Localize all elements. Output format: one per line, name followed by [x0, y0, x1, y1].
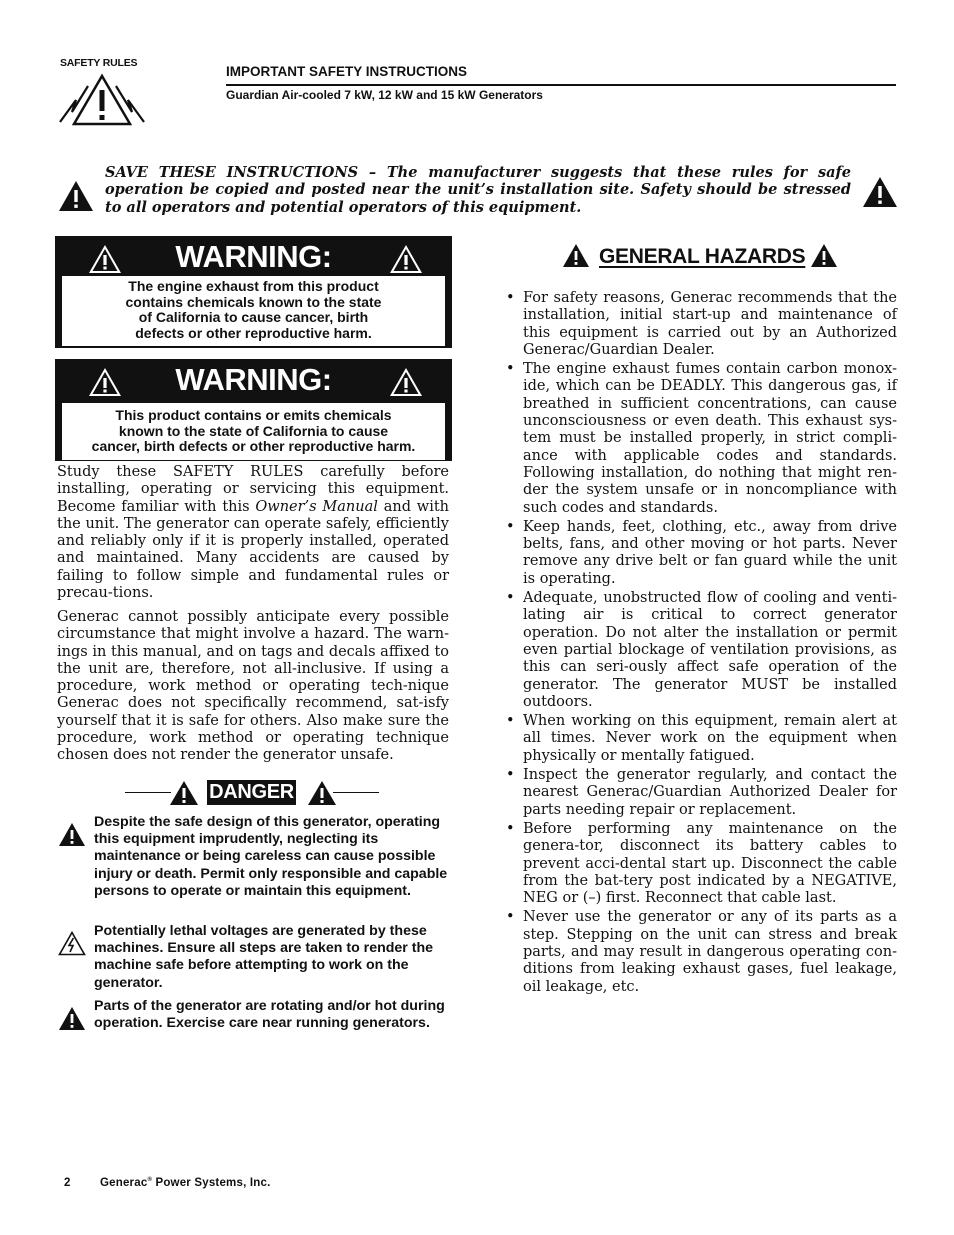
danger-text: Despite the safe design of this generator, operating this equipment imprudently, neglecting its maintenance or being careless can cause possible injury or death. Permit only responsible and capable persons to operate or maintain this equipment.: [94, 814, 448, 899]
danger-text: Potentially lethal voltages are generated by these machines. Ensure all steps are taken to render the machine safe before attempting to work on the generator.: [94, 923, 434, 991]
list-item: [506, 590, 897, 711]
divider: [333, 792, 379, 793]
intro-paragraph: Generac cannot possibly anticipate every possible circumstance that might involve a hazard. The warn-ings in this manual, and on tags and decals affixed to the unit are, therefore, not all-inclusive. If using a procedure, work method or operating tech-nique Generac does not specifically recommend, sat-isfy yourself that it is safe for others. Also make sure the procedure, work method or operating technique chosen does not render the generator unsafe.: [57, 609, 449, 764]
list-item: [506, 519, 897, 588]
lightning-warning-icon: [58, 70, 146, 128]
general-hazards-list: [506, 290, 897, 998]
list-item: [506, 713, 897, 765]
warning-header: [62, 239, 445, 276]
header-title: IMPORTANT SAFETY INSTRUCTIONS: [226, 64, 468, 79]
bullet: •: [506, 518, 515, 535]
bullet: •: [506, 590, 515, 607]
hazard-text: The engine exhaust fumes contain carbon monox-ide, which can be DEADLY. This dangerous gas, if breathed in sufficient concentrations, can cause unconsciousness or even death. This exhaust sys-tem must be installed properly, in strict compli-ance with applicable codes and standards. Following installation, do nothing that might ren-der the system unsafe or in noncompliance with such codes and standards.: [523, 361, 897, 516]
list-item: [506, 821, 897, 907]
bullet: •: [506, 290, 515, 306]
intro-paragraph: [57, 464, 449, 602]
intro-text: Study these SAFETY RULES carefully before installing, operating or servicing this equipment. Become familiar with this: [57, 464, 449, 515]
warning-triangle-icon: [810, 243, 838, 268]
warning-line: known to the state of California to cause: [118, 422, 389, 439]
warning-body: [62, 403, 445, 460]
warning-triangle-icon: [307, 780, 337, 806]
divider: [125, 792, 171, 793]
danger-text: Parts of the generator are rotating and/or hot during operation. Exercise care near running generators.: [94, 998, 445, 1032]
warning-triangle-icon: [862, 176, 898, 208]
list-item: [506, 290, 897, 359]
header-rule: [226, 84, 896, 86]
warning-box: [55, 359, 452, 461]
general-hazards-heading: [562, 243, 842, 273]
bullet: •: [506, 909, 515, 926]
hazard-text: When working on this equipment, remain alert at all times. Never work on the equipment when physically or mentally fatigued.: [523, 713, 897, 764]
warning-triangle-icon: [389, 367, 423, 397]
intro-text: and with the unit. The generator can operate safely, efficiently and reliably only if it is properly installed, operated and maintained. Many accidents are caused by failing to follow simple and fundamental rules or precau-tions.: [57, 498, 450, 602]
header-subtitle: Guardian Air-cooled 7 kW, 12 kW and 15 kW Generators: [226, 88, 543, 102]
warning-triangle-icon: [389, 244, 423, 274]
bullet: •: [506, 820, 515, 837]
hazard-text: Adequate, unobstructed flow of cooling and venti-lating air is critical to correct generator operation. Do not alter the installation or permit even partial blockage of ventilation provisions, as this can seri-ously affect safe operation of the generator. The generator MUST be installed outdoors.: [523, 590, 897, 710]
warning-triangle-icon: [58, 822, 86, 847]
list-item: [506, 361, 897, 517]
save-instructions-text: SAVE THESE INSTRUCTIONS – The manufacturer suggests that these rules for safe operation be copied and posted near the unit’s installation site. Safety should be stressed to all operators and potential operators of this equipment.: [105, 164, 851, 216]
warning-triangle-icon: [58, 180, 94, 212]
danger-label: DANGER: [207, 780, 296, 805]
warning-line: of California to cause cancer, birth: [138, 309, 369, 326]
warning-line: defects or other reproductive harm.: [135, 324, 372, 341]
warning-body: [62, 276, 445, 346]
warning-line: contains chemicals known to the state: [125, 293, 382, 310]
warning-triangle-icon: [58, 1006, 86, 1031]
list-item: [506, 767, 897, 819]
hazard-text: Never use the generator or any of its parts as a step. Stepping on the unit can stress and break parts, and may result in dangerous operating con-ditions from leaking exhaust gases, fuel leakage, oil leakage, etc.: [523, 909, 897, 995]
company-name: Generac: [100, 1177, 148, 1189]
warning-title: WARNING:: [175, 239, 332, 274]
warning-triangle-icon: [169, 780, 199, 806]
page-number: 2: [64, 1177, 71, 1189]
hazard-text: Before performing any maintenance on the genera-tor, disconnect its battery cables to prevent acci-dental start up. Disconnect the cable from the bat-tery post indicated by a NEGATIVE, NEG or (–) first. Reconnect that cable last.: [523, 820, 897, 907]
manual-title: Owner’s Manual: [255, 498, 378, 515]
list-item: [506, 909, 897, 995]
bullet: •: [506, 767, 515, 784]
company-suffix: Power Systems, Inc.: [152, 1177, 271, 1189]
warning-triangle-icon: [562, 243, 590, 268]
bullet: •: [506, 361, 515, 378]
electrical-hazard-icon: [58, 931, 86, 956]
hazard-text: Keep hands, feet, clothing, etc., away from drive belts, fans, and other moving or hot parts. Never remove any drive belt or fan guard while the unit is operating.: [523, 518, 897, 587]
bullet: •: [506, 713, 515, 730]
registered-mark: ®: [147, 1177, 153, 1184]
warning-box: [55, 236, 452, 348]
warning-line: The engine exhaust from this product: [128, 278, 379, 294]
general-hazards-title: GENERAL HAZARDS: [599, 245, 806, 268]
warning-title: WARNING:: [175, 362, 332, 397]
section-label: SAFETY RULES: [60, 57, 138, 69]
danger-heading: [125, 778, 381, 808]
warning-line: This product contains or emits chemicals: [115, 407, 392, 423]
page-footer: [64, 1177, 270, 1189]
hazard-text: Inspect the generator regularly, and contact the nearest Generac/Guardian Authorized Dealer for parts needing repair or replacement.: [523, 767, 897, 818]
hazard-text: For safety reasons, Generac recommends that the installation, initial start-up and maintenance of this equipment is carried out by an Authorized Generac/Guardian Dealer.: [523, 290, 897, 358]
warning-header: [62, 362, 445, 399]
warning-line: cancer, birth defects or other reproductive harm.: [91, 438, 416, 455]
